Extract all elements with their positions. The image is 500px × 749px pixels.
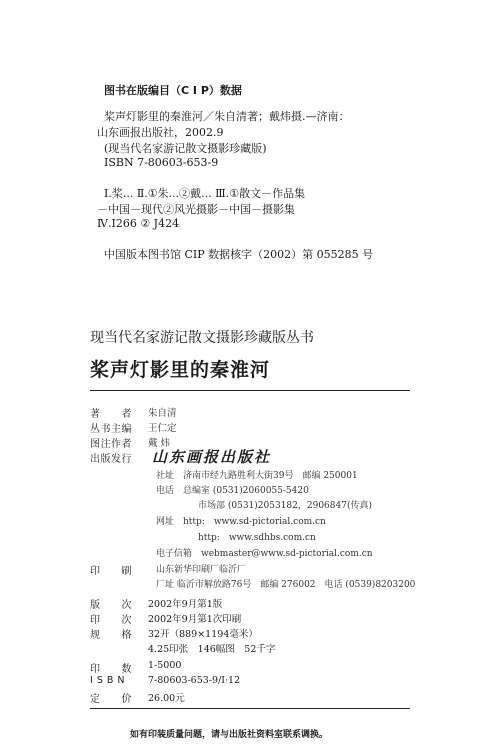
spec-label: 定 价 — [90, 694, 132, 705]
publisher-phone-market: 市场部 (0531)2053182，2906847(传真) — [198, 501, 372, 511]
spec-label: 规 格 — [90, 630, 132, 641]
credit-value: 戴 炜 — [148, 438, 171, 449]
spec-value: 32开（889×1194毫米） — [148, 629, 258, 640]
credit-value: 王仁定 — [148, 423, 177, 434]
cip-heading: 图书在版编目（C I P）数据 — [104, 84, 242, 97]
spec-value: 26.00元 — [148, 693, 185, 704]
publisher-website: 网址 http: www.sd-pictorial.com.cn — [156, 517, 326, 527]
cip-classification: Ⅳ.I266 ② J424 — [97, 217, 180, 230]
spec-label: 印 次 — [90, 615, 132, 626]
cip-classification: －中国－现代②风光摄影－中国－摄影集 — [97, 203, 295, 216]
cip-line: 山东画报出版社，2002.9 — [97, 126, 224, 139]
publisher-email: 电子信箱 webmaster@www.sd-pictorial.com.cn — [156, 549, 373, 559]
spec-value: 2002年9月第1版 — [148, 599, 223, 610]
credit-value: 朱自清 — [148, 408, 177, 419]
cip-line: (现当代名家游记散文摄影珍藏版) — [104, 142, 267, 155]
divider-rule — [90, 708, 410, 709]
credit-label: 丛书主编 — [90, 424, 132, 435]
cip-line: 桨声灯影里的秦淮河／朱自清著；戴炜摄.—济南： — [104, 110, 350, 123]
footer-note: 如有印装质量问题，请与出版社资料室联系调换。 — [130, 730, 329, 740]
credit-label: 出版发行 — [90, 454, 132, 465]
spec-label: 印 数 — [90, 664, 132, 675]
spec-value: 1-5000 — [148, 660, 182, 671]
credit-label: 著 者 — [90, 409, 132, 420]
series-title: 现当代名家游记散文摄影珍藏版丛书 — [90, 330, 314, 346]
cip-number: 中国版本图书馆 CIP 数据核字（2002）第 055285 号 — [104, 248, 374, 261]
publisher-website: http: www.sdhbs.com.cn — [198, 533, 316, 543]
spec-label: 版 次 — [90, 600, 132, 611]
printing-factory: 山东新华印刷厂临沂厂 — [156, 565, 247, 575]
publisher-logo: 山东画报出版社 — [152, 448, 272, 466]
spec-value: 2002年9月第1次印刷 — [148, 614, 242, 625]
divider-rule — [90, 390, 410, 391]
publisher-phone: 电话 总编室 (0531)2060055-5420 — [156, 486, 309, 496]
spec-value: 7-80603-653-9/I·12 — [148, 675, 241, 686]
printing-address: 厂址 临沂市解放路76号 邮编 276002 电话 (0539)8203200 — [156, 580, 416, 590]
book-title: 桨声灯影里的秦淮河 — [90, 359, 271, 381]
credit-label: 图注作者 — [90, 439, 132, 450]
cip-line: ISBN 7-80603-653-9 — [104, 156, 219, 169]
publisher-address: 社址 济南市经九路胜利大街39号 邮编 250001 — [156, 471, 358, 481]
printing-label: 印 刷 — [90, 566, 132, 577]
spec-label: I S B N — [90, 675, 126, 686]
spec-value: 4.25印张 146幅图 52千字 — [148, 644, 276, 655]
cip-classification: Ⅰ.桨... Ⅱ.①朱...②戴... Ⅲ.①散文－作品集 — [104, 187, 306, 200]
